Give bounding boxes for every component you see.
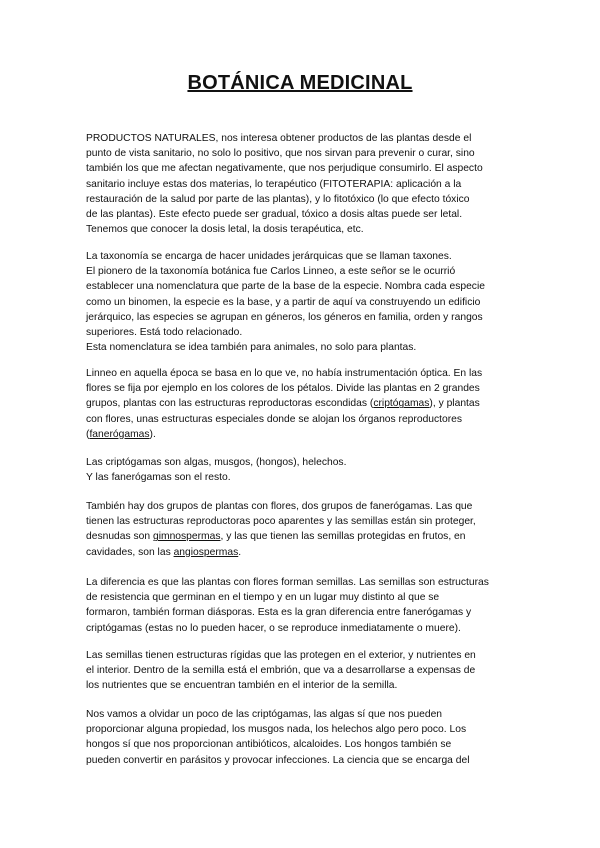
text-segment: PRODUCTOS NATURALES, nos interesa obtener productos de las plantas desde el: [86, 133, 472, 144]
text-line: [86, 131, 516, 146]
text-line: [86, 427, 516, 442]
underlined-term: gimnospermas: [152, 531, 221, 543]
paragraph-1: [86, 131, 516, 237]
text-segment: grupos, plantas con las estructuras reproductoras escondidas (: [86, 398, 374, 410]
text-segment: hongos sí que nos proporcionan antibióticos, alcaloides. Los hongos también se: [86, 739, 452, 751]
text-line: [86, 707, 516, 722]
text-line: [86, 264, 516, 279]
text-segment: con flores, unas estructuras especiales donde se alojan los órganos reproductores: [86, 413, 463, 425]
text-segment: pueden convertir en parásitos y provocar infecciones. La ciencia que se encarga del: [86, 754, 470, 766]
text-segment: El pionero de la taxonomía botánica fue Carlos Linneo, a este señor se le ocurrió: [86, 266, 456, 278]
underlined-term: fanerógamas: [89, 428, 150, 440]
text-segment: ).: [149, 428, 156, 440]
text-line: [86, 621, 516, 636]
text-line: [86, 678, 516, 693]
text-line: [86, 279, 516, 294]
text-line: [86, 207, 516, 222]
paragraph-8: [86, 707, 516, 768]
text-segment: restauración de la salud por parte de las plantas), y lo fitotóxico (lo que efecto tóxico: [86, 193, 470, 205]
text-segment: criptógamas (estas no lo pueden hacer, o se reproduce inmediatamente o muere).: [86, 622, 461, 634]
text-segment: Las criptógamas son algas, musgos, (hongos), helechos.: [86, 457, 347, 468]
paragraph-6: [86, 575, 516, 636]
text-segment: de las plantas). Este efecto puede ser gradual, tóxico a dosis altas puede ser letal.: [86, 209, 463, 221]
text-segment: La diferencia es que las plantas con flores forman semillas. Las semillas son estructuras: [86, 577, 489, 588]
paragraph-7: [86, 648, 516, 694]
text-line: [86, 648, 516, 663]
text-line: [86, 177, 516, 192]
text-line: [86, 396, 516, 411]
text-line: [86, 605, 516, 620]
text-segment: , y las que tienen las semillas protegidas en frutos, en: [220, 531, 466, 543]
paragraph-3: [86, 366, 516, 442]
text-segment: también los que me afectan negativamente, que nos perjudique consumirlo. El aspecto: [86, 163, 483, 175]
text-segment: Linneo en aquella época se basa en lo que ve, no había instrumentación óptica. En las: [86, 368, 483, 379]
text-line: [86, 455, 516, 470]
text-line: [86, 366, 516, 381]
text-line: [86, 249, 516, 264]
text-segment: formaron, también forman diásporas. Esta es la gran diferencia entre fanerógamas y: [86, 607, 472, 619]
text-segment: desnudas son: [86, 531, 153, 543]
text-line: [86, 545, 516, 560]
text-line: [86, 753, 516, 768]
text-segment: jerárquico, las especies se agrupan en géneros, los géneros en familia, orden y rangos: [86, 311, 483, 323]
text-line: [86, 575, 516, 590]
underlined-term: angiospermas: [173, 546, 239, 558]
text-segment: Las semillas tienen estructuras rígidas que las protegen en el exterior, y nutrientes en: [86, 650, 476, 661]
text-segment: sanitario incluye estas dos materias, lo terapéutico (FITOTERAPIA: aplicación a la: [86, 178, 462, 190]
text-line: [86, 663, 516, 678]
text-line: [86, 146, 516, 161]
underlined-term: criptógamas: [373, 398, 430, 410]
text-segment: establecer una nomenclatura que parte de la base de la especie. Nombra cada especie: [86, 281, 485, 293]
text-line: [86, 722, 516, 737]
paragraph-4: [86, 455, 516, 485]
text-line: [86, 295, 516, 310]
paragraph-5: [86, 499, 516, 560]
text-line: [86, 381, 516, 396]
text-segment: punto de vista sanitario, no solo lo positivo, que nos sirvan para prevenir o curar, sino: [86, 148, 475, 160]
text-line: [86, 310, 516, 325]
text-segment: superiores. Está todo relacionado.: [86, 327, 243, 339]
paragraph-2: [86, 249, 516, 355]
text-segment: (: [86, 428, 90, 440]
text-segment: La taxonomía se encarga de hacer unidades jerárquicas que se llaman taxones.: [86, 251, 452, 262]
text-line: [86, 590, 516, 605]
text-segment: Nos vamos a olvidar un poco de las criptógamas, las algas sí que nos pueden: [86, 709, 443, 720]
text-segment: proporcionar alguna propiedad, los musgos nada, los helechos algo pero poco. Los: [86, 724, 467, 736]
text-segment: flores se fija por ejemplo en los colores de los pétalos. Divide las plantas en 2 grandes: [86, 383, 480, 395]
text-line: [86, 161, 516, 176]
text-line: [86, 470, 516, 485]
text-segment: el interior. Dentro de la semilla está el embrión, que va a desarrollarse a expensas de: [86, 665, 476, 677]
text-segment: los nutrientes que se encuentran también en el interior de la semilla.: [86, 680, 398, 692]
text-line: [86, 325, 516, 340]
text-line: [86, 514, 516, 529]
text-segment: Y las fanerógamas son el resto.: [86, 472, 231, 484]
text-line: [86, 340, 516, 355]
text-line: [86, 529, 516, 544]
text-segment: Tenemos que conocer la dosis letal, la dosis terapéutica, etc.: [86, 224, 364, 236]
text-line: [86, 737, 516, 752]
text-segment: También hay dos grupos de plantas con flores, dos grupos de fanerógamas. Las que: [86, 501, 473, 512]
text-segment: de resistencia que germinan en el tiempo y en un lugar muy distinto al que se: [86, 592, 440, 604]
document-title: BOTÁNICA MEDICINAL: [187, 72, 413, 94]
text-segment: cavidades, son las: [86, 546, 174, 558]
text-line: [86, 222, 516, 237]
text-segment: como un binomen, la especie es la base, y a partir de aquí va construyendo un edificio: [86, 296, 481, 308]
text-line: [86, 412, 516, 427]
text-segment: .: [238, 546, 242, 558]
text-segment: ), y plantas: [429, 398, 480, 410]
text-segment: Esta nomenclatura se idea también para animales, no solo para plantas.: [86, 342, 417, 354]
text-segment: tienen las estructuras reproductoras poco aparentes y las semillas están sin proteger,: [86, 516, 476, 528]
text-line: [86, 192, 516, 207]
text-line: [86, 499, 516, 514]
